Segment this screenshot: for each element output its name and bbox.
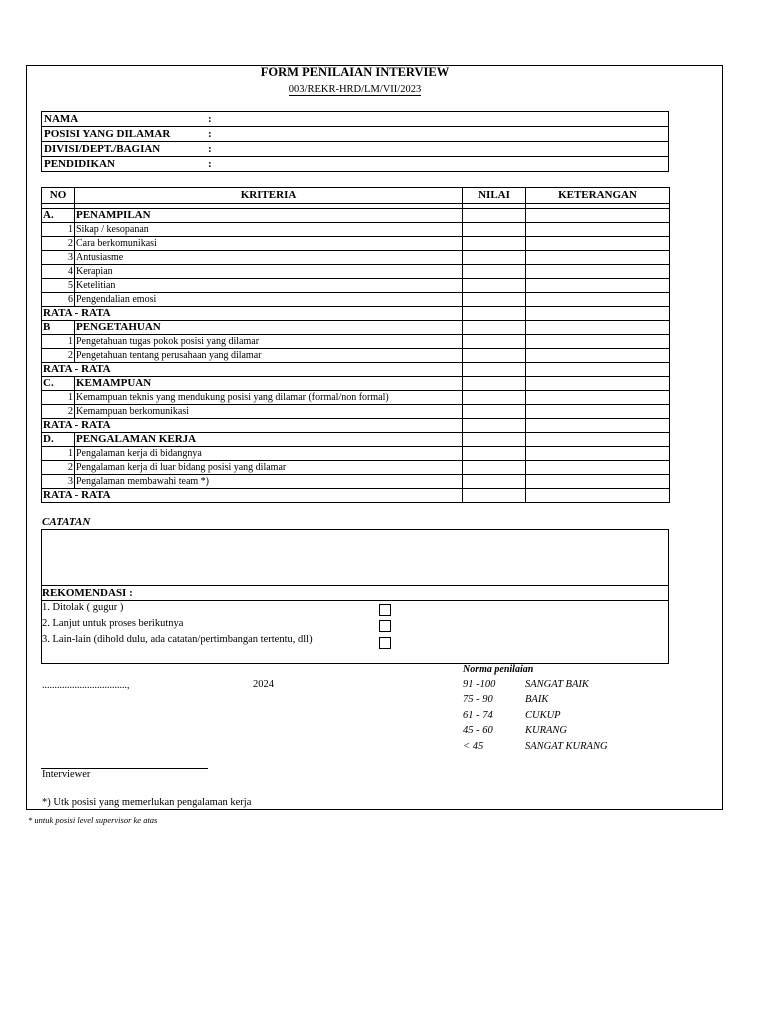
section-note-cell[interactable] bbox=[526, 377, 670, 391]
identity-row bbox=[42, 127, 669, 142]
criteria-text: Pengalaman kerja di luar bidang posisi yang dilamar bbox=[75, 461, 463, 475]
norm-range-5: < 45 bbox=[463, 741, 484, 752]
criteria-number: 2 bbox=[42, 349, 75, 363]
section-row bbox=[42, 433, 670, 447]
note-cell[interactable] bbox=[526, 447, 670, 461]
average-note-cell[interactable] bbox=[526, 307, 670, 321]
header-score: NILAI bbox=[463, 188, 526, 204]
criteria-table bbox=[41, 187, 670, 503]
norm-grade-3: CUKUP bbox=[525, 710, 561, 721]
criteria-number: 3 bbox=[42, 475, 75, 489]
header-no: NO bbox=[42, 188, 75, 204]
criteria-text: Pengetahuan tugas pokok posisi yang dilamar bbox=[75, 335, 463, 349]
norm-range-2: 75 - 90 bbox=[463, 694, 493, 705]
score-cell[interactable] bbox=[463, 335, 526, 349]
average-score-cell[interactable] bbox=[463, 489, 526, 503]
section-title: KEMAMPUAN bbox=[75, 377, 463, 391]
section-note-cell[interactable] bbox=[526, 209, 670, 223]
section-row bbox=[42, 377, 670, 391]
recommendation-divider bbox=[41, 600, 669, 601]
score-cell[interactable] bbox=[463, 349, 526, 363]
norm-range-1: 91 -100 bbox=[463, 679, 496, 690]
note-cell[interactable] bbox=[526, 461, 670, 475]
identity-value[interactable]: : bbox=[206, 127, 669, 142]
average-score-cell[interactable] bbox=[463, 307, 526, 321]
signature-place: .................................., bbox=[42, 680, 130, 691]
norm-grade-4: KURANG bbox=[525, 725, 567, 736]
identity-value[interactable]: : bbox=[206, 142, 669, 157]
criteria-number: 1 bbox=[42, 447, 75, 461]
criteria-text: Pengetahuan tentang perusahaan yang dilamar bbox=[75, 349, 463, 363]
average-row bbox=[42, 363, 670, 377]
average-row bbox=[42, 307, 670, 321]
criteria-row bbox=[42, 349, 670, 363]
score-cell[interactable] bbox=[463, 251, 526, 265]
score-cell[interactable] bbox=[463, 447, 526, 461]
norm-range-4: 45 - 60 bbox=[463, 725, 493, 736]
criteria-number: 1 bbox=[42, 391, 75, 405]
section-score-cell[interactable] bbox=[463, 321, 526, 335]
section-score-cell[interactable] bbox=[463, 433, 526, 447]
criteria-text: Kerapian bbox=[75, 265, 463, 279]
recommendation-checkbox-3[interactable] bbox=[379, 637, 391, 649]
section-score-cell[interactable] bbox=[463, 377, 526, 391]
criteria-row bbox=[42, 335, 670, 349]
header-note: KETERANGAN bbox=[526, 188, 670, 204]
criteria-header-row bbox=[42, 188, 670, 204]
identity-row bbox=[42, 142, 669, 157]
footnote-work-experience: *) Utk posisi yang memerlukan pengalaman kerja bbox=[42, 797, 252, 808]
average-note-cell[interactable] bbox=[526, 419, 670, 433]
note-cell[interactable] bbox=[526, 405, 670, 419]
criteria-text: Cara berkomunikasi bbox=[75, 237, 463, 251]
score-cell[interactable] bbox=[463, 461, 526, 475]
score-cell[interactable] bbox=[463, 293, 526, 307]
score-cell[interactable] bbox=[463, 279, 526, 293]
criteria-text: Kemampuan teknis yang mendukung posisi yang dilamar (formal/non formal) bbox=[75, 391, 463, 405]
form-code: 003/REKR-HRD/LM/VII/2023 bbox=[288, 84, 422, 95]
identity-label: NAMA bbox=[42, 112, 207, 127]
norm-grade-1: SANGAT BAIK bbox=[525, 679, 589, 690]
criteria-row bbox=[42, 251, 670, 265]
note-cell[interactable] bbox=[526, 335, 670, 349]
criteria-text: Pengalaman membawahi team *) bbox=[75, 475, 463, 489]
section-score-cell[interactable] bbox=[463, 209, 526, 223]
recommendation-title: REKOMENDASI : bbox=[42, 587, 133, 599]
identity-label: DIVISI/DEPT./BAGIAN bbox=[42, 142, 207, 157]
note-cell[interactable] bbox=[526, 237, 670, 251]
average-row bbox=[42, 419, 670, 433]
average-label: RATA - RATA bbox=[42, 363, 463, 377]
average-label: RATA - RATA bbox=[42, 307, 463, 321]
section-code: C. bbox=[42, 377, 75, 391]
recommendation-checkbox-2[interactable] bbox=[379, 620, 391, 632]
note-cell[interactable] bbox=[526, 293, 670, 307]
criteria-number: 6 bbox=[42, 293, 75, 307]
average-score-cell[interactable] bbox=[463, 363, 526, 377]
criteria-text: Pengendalian emosi bbox=[75, 293, 463, 307]
footnote-supervisor: * untuk posisi level supervisor ke atas bbox=[28, 815, 158, 825]
criteria-row bbox=[42, 391, 670, 405]
note-cell[interactable] bbox=[526, 265, 670, 279]
section-title: PENGALAMAN KERJA bbox=[75, 433, 463, 447]
identity-label: PENDIDIKAN bbox=[42, 157, 207, 172]
section-note-cell[interactable] bbox=[526, 321, 670, 335]
criteria-number: 1 bbox=[42, 335, 75, 349]
criteria-text: Antusiasme bbox=[75, 251, 463, 265]
recommendation-option-3: 3. Lain-lain (dihold dulu, ada catatan/pertimbangan tertentu, dll) bbox=[42, 634, 313, 645]
average-label: RATA - RATA bbox=[42, 489, 463, 503]
header-criteria: KRITERIA bbox=[75, 188, 463, 204]
recommendation-checkbox-1[interactable] bbox=[379, 604, 391, 616]
identity-row bbox=[42, 157, 669, 172]
average-score-cell[interactable] bbox=[463, 419, 526, 433]
criteria-row bbox=[42, 405, 670, 419]
criteria-number: 5 bbox=[42, 279, 75, 293]
section-row bbox=[42, 321, 670, 335]
section-title: PENAMPILAN bbox=[75, 209, 463, 223]
note-cell[interactable] bbox=[526, 475, 670, 489]
average-row bbox=[42, 489, 670, 503]
section-title: PENGETAHUAN bbox=[75, 321, 463, 335]
criteria-text: Pengalaman kerja di bidangnya bbox=[75, 447, 463, 461]
criteria-number: 4 bbox=[42, 265, 75, 279]
section-note-cell[interactable] bbox=[526, 433, 670, 447]
section-code: D. bbox=[42, 433, 75, 447]
criteria-number: 1 bbox=[42, 223, 75, 237]
criteria-number: 2 bbox=[42, 237, 75, 251]
score-cell[interactable] bbox=[463, 391, 526, 405]
criteria-number: 2 bbox=[42, 405, 75, 419]
section-row bbox=[42, 209, 670, 223]
note-cell[interactable] bbox=[526, 349, 670, 363]
criteria-row bbox=[42, 279, 670, 293]
criteria-row bbox=[42, 447, 670, 461]
identity-value[interactable]: : bbox=[206, 112, 669, 127]
signature-year: 2024 bbox=[253, 679, 274, 690]
criteria-row bbox=[42, 475, 670, 489]
norm-grade-2: BAIK bbox=[525, 694, 549, 705]
criteria-text: Sikap / kesopanan bbox=[75, 223, 463, 237]
criteria-text: Kemampuan berkomunikasi bbox=[75, 405, 463, 419]
identity-value[interactable]: : bbox=[206, 157, 669, 172]
average-note-cell[interactable] bbox=[526, 489, 670, 503]
notes-label: CATATAN bbox=[42, 516, 91, 528]
average-label: RATA - RATA bbox=[42, 419, 463, 433]
norm-grade-5: SANGAT KURANG bbox=[525, 741, 608, 752]
norm-title: Norma penilaian bbox=[463, 664, 534, 675]
norm-range-3: 61 - 74 bbox=[463, 710, 493, 721]
identity-row bbox=[42, 112, 669, 127]
note-cell[interactable] bbox=[526, 223, 670, 237]
score-cell[interactable] bbox=[463, 265, 526, 279]
criteria-row bbox=[42, 461, 670, 475]
form-title: FORM PENILAIAN INTERVIEW bbox=[260, 65, 450, 79]
form-code-wrap bbox=[0, 84, 710, 95]
score-cell[interactable] bbox=[463, 237, 526, 251]
criteria-number: 2 bbox=[42, 461, 75, 475]
identity-label: POSISI YANG DILAMAR bbox=[42, 127, 207, 142]
note-cell[interactable] bbox=[526, 279, 670, 293]
criteria-row bbox=[42, 265, 670, 279]
criteria-row bbox=[42, 237, 670, 251]
score-cell[interactable] bbox=[463, 405, 526, 419]
note-cell[interactable] bbox=[526, 251, 670, 265]
notes-box[interactable] bbox=[41, 529, 669, 586]
recommendation-option-1: 1. Ditolak ( gugur ) bbox=[42, 602, 124, 613]
section-code: A. bbox=[42, 209, 75, 223]
average-note-cell[interactable] bbox=[526, 363, 670, 377]
score-cell[interactable] bbox=[463, 223, 526, 237]
criteria-row bbox=[42, 223, 670, 237]
criteria-text: Ketelitian bbox=[75, 279, 463, 293]
note-cell[interactable] bbox=[526, 391, 670, 405]
signature-label: Interviewer bbox=[42, 769, 91, 780]
criteria-number: 3 bbox=[42, 251, 75, 265]
identity-table bbox=[41, 111, 669, 172]
score-cell[interactable] bbox=[463, 475, 526, 489]
section-code: B bbox=[42, 321, 75, 335]
criteria-row bbox=[42, 293, 670, 307]
recommendation-option-2: 2. Lanjut untuk proses berikutnya bbox=[42, 618, 184, 629]
